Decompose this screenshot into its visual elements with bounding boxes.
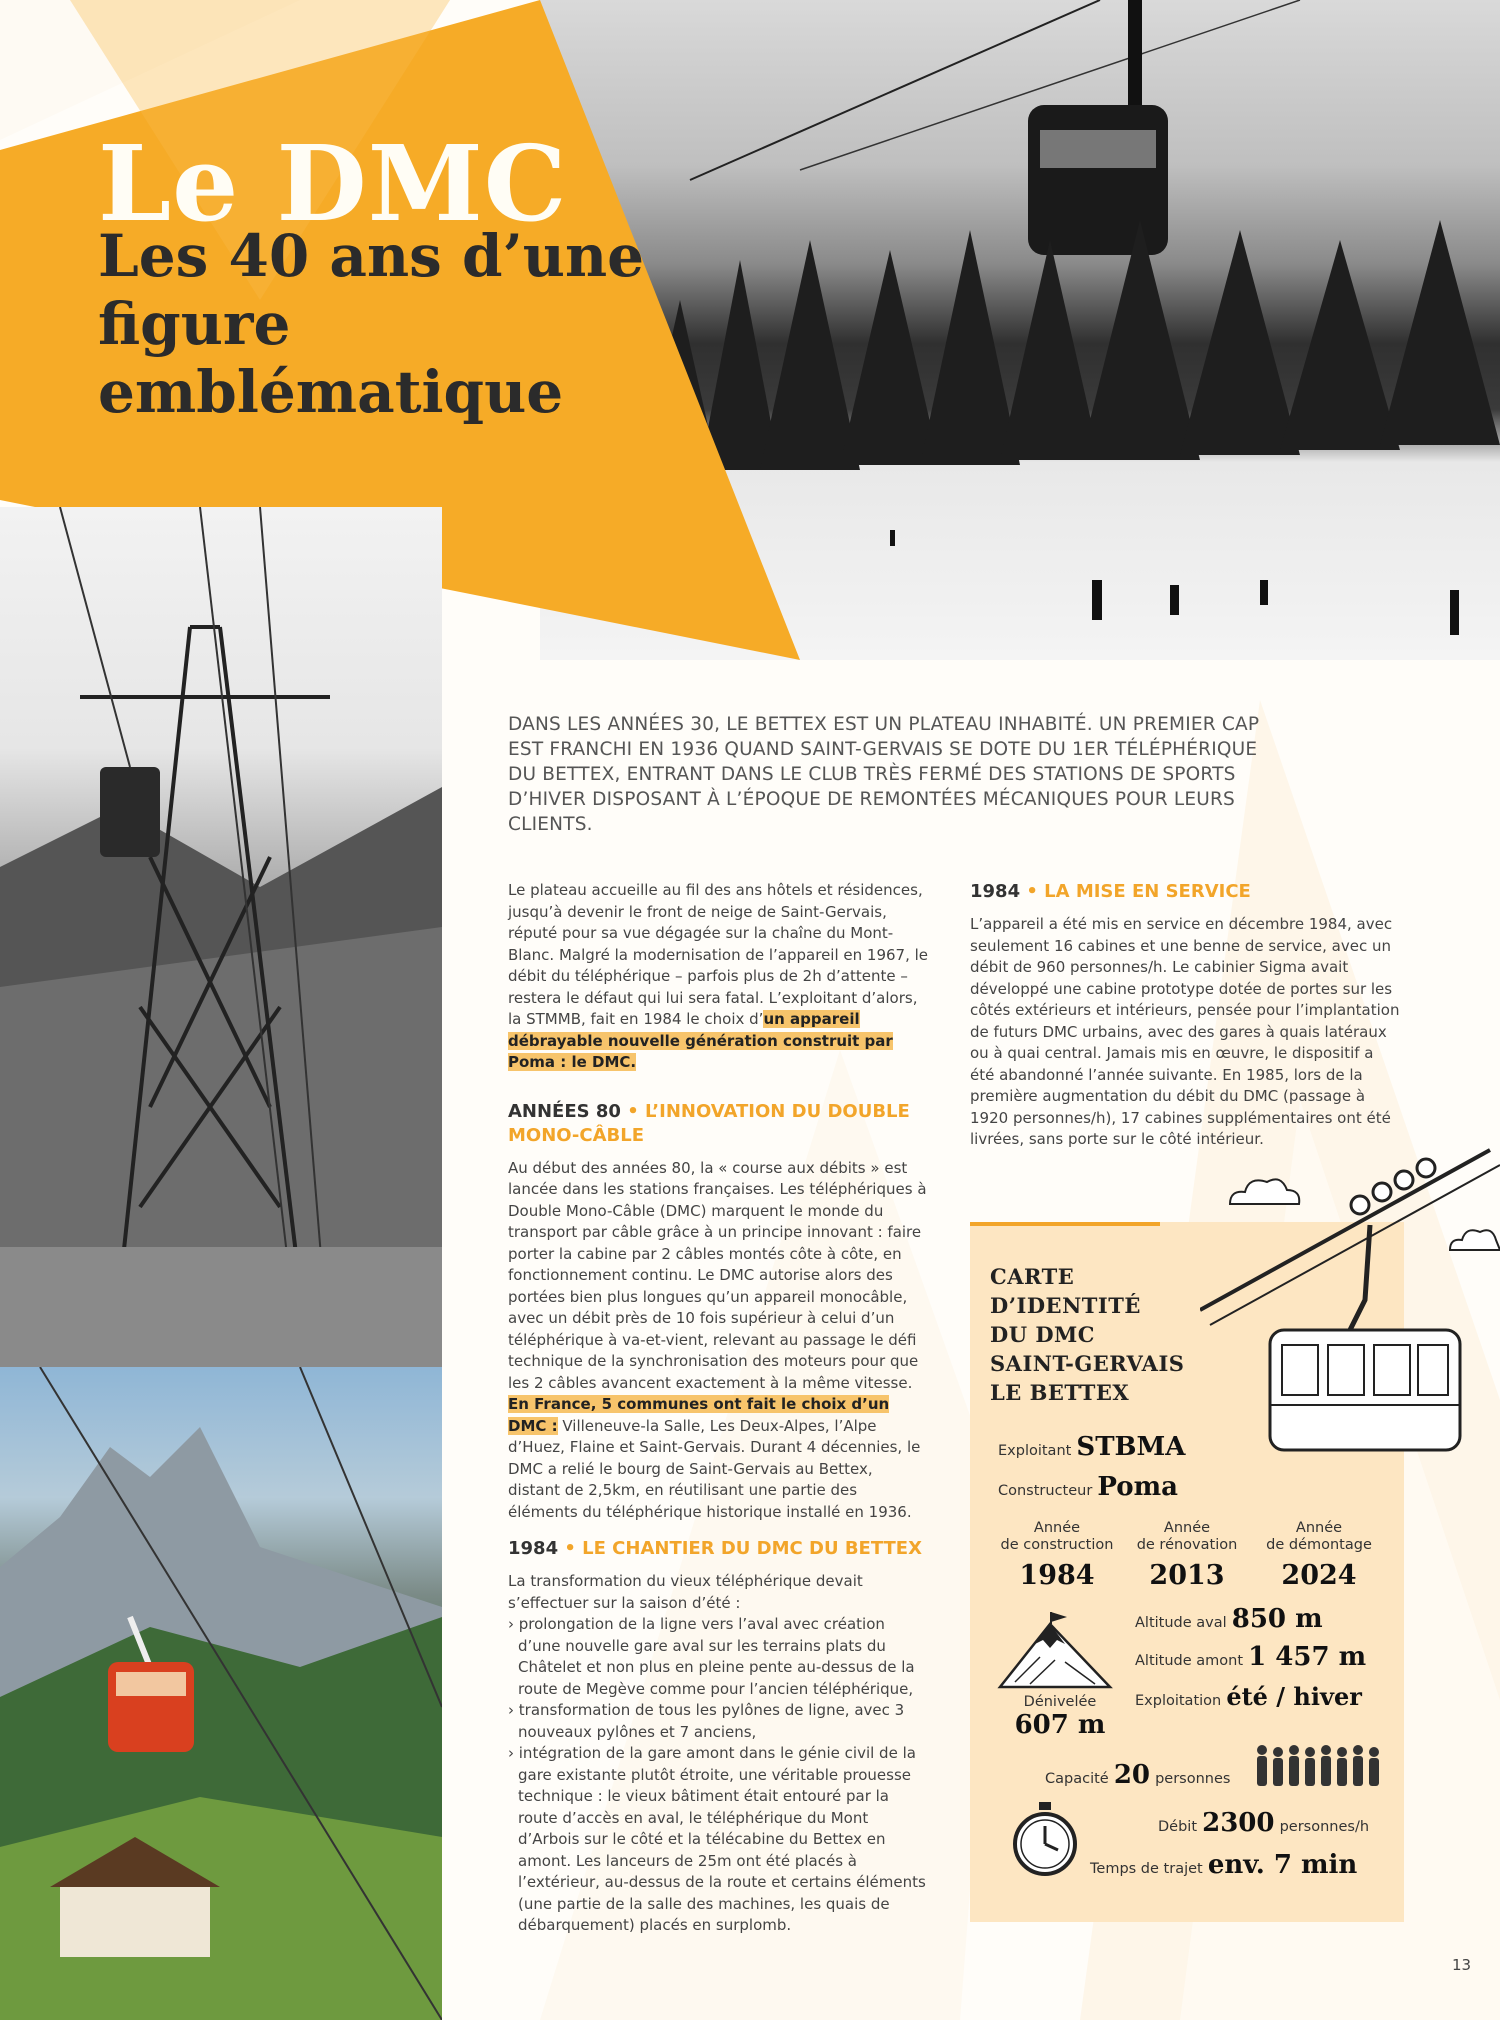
- card-label: de démontage: [1266, 1537, 1372, 1553]
- card-label: de rénovation: [1136, 1537, 1238, 1553]
- article-column-left: [508, 880, 928, 1937]
- stopwatch-icon: [1010, 1800, 1080, 1880]
- highlight-poma: un appareil débrayable nouvelle génération construit par Poma : le DMC.: [508, 1010, 893, 1071]
- highlight-five-communes: En France, 5 communes ont fait le choix d’un DMC :: [508, 1395, 890, 1435]
- heading-year: ANNÉES 80: [508, 1100, 621, 1122]
- card-capacite: [1045, 1760, 1230, 1790]
- heading-chantier: [508, 1537, 928, 1561]
- card-value: 850 m: [1231, 1604, 1323, 1634]
- card-exploitation: [1135, 1682, 1362, 1711]
- card-value: env. 7 min: [1207, 1850, 1358, 1880]
- paragraph-mise-en-service: L’appareil a été mis en service en décembre 1984, avec seulement 16 cabines et une benne de service, avec un débit de 960 personnes/h. Le cabinier Sigma avait développé une cabine prototype dotée de portes sur les côtés extérieurs et intérieurs, pensée pour l’implantation de futurs DMC urbains, avec des gares à quais latéraux ou à quai central. Jamais mis en œuvre, le dispositif a été abandonné l’année suivante. En 1985, lors de la première augmentation du débit du DMC (passage à 1920 personnes/h), 17 cabines supplémentaires ont été livrées, sans porte sur le côté intérieur.: [970, 915, 1400, 1148]
- photo-red-gondola-valley: [0, 1367, 442, 2020]
- card-label: Altitude amont: [1135, 1653, 1244, 1669]
- card-label: Constructeur: [998, 1483, 1093, 1499]
- card-label: Capacité: [1045, 1771, 1109, 1787]
- intro-paragraph: DANS LES ANNÉES 30, LE BETTEX EST UN PLATEAU INHABITÉ. UN PREMIER CAP EST FRANCHI EN 1936 QUAND SAINT-GERVAIS SE DOTE DU 1ER TÉLÉPHÉRIQUE DU BETTEX, ENTRANT DANS LE CLUB TRÈS FERMÉ DES STATIONS DE SPORTS D’HIVER DISPOSANT À L’ÉPOQUE DE REMONTÉES MÉCANIQUES POUR LEURS CLIENTS.: [508, 714, 1260, 835]
- card-title-line: SAINT-GERVAIS: [990, 1351, 1185, 1376]
- page-title: Le DMC: [98, 122, 568, 245]
- card-value: 20: [1113, 1760, 1150, 1790]
- card-title-line: D’IDENTITÉ: [990, 1293, 1141, 1318]
- card-altitude-aval: [1135, 1604, 1323, 1634]
- paragraph-text: Au début des années 80, la « course aux débits » est lancée dans les stations françaises. Les téléphériques à Double Mono-Câble (DMC) marquent le monde du transport par câble grâce à un principe innovant : faire porter la cabine par 2 câbles montés côte à côte, en fonctionnement continu. Le DMC autorise alors des portées bien plus longues qu’un appareil monocâble, avec un débit près de 10 fois supérieur à celui d’un téléphérique à va-et-vient, relevant au passage le défi technique de la synchronisation des moteurs pour que les 2 câbles avancent exactement à la même vitesse.: [508, 1158, 927, 1392]
- card-year-construction: [992, 1520, 1122, 1591]
- heading-year: 1984: [970, 881, 1021, 902]
- article-column-right: [970, 880, 1400, 1165]
- card-value: 607 m: [1014, 1710, 1106, 1740]
- crowd-icon: [1252, 1742, 1388, 1792]
- photo-pylon-cable-car: [0, 507, 442, 1367]
- card-title-line: CARTE: [990, 1264, 1075, 1289]
- card-value: été / hiver: [1226, 1682, 1362, 1711]
- card-value: STBMA: [1076, 1432, 1186, 1462]
- card-label: Exploitation: [1135, 1693, 1222, 1709]
- cloud-icon: [1225, 1172, 1305, 1212]
- card-value: 2013: [1149, 1560, 1225, 1591]
- paragraph-text: Villeneuve-la Salle, Les Deux-Alpes, l’Alpe d’Huez, Flaine et Saint-Gervais. Durant 4 décennies, le DMC a relié le bourg de Saint-Gervais au Bettex, distant de 2,5km, en réutilisant une partie des éléments du téléphérique historique installé en 1936.: [508, 1416, 921, 1521]
- card-label: Débit: [1158, 1819, 1198, 1835]
- list-item: › intégration de la gare amont dans le génie civil de la gare existante plutôt étroite, une véritable prouesse technique : le vieux bâtiment était entouré par la route d’accès en aval, le téléphérique du Mont d’Arbois sur le côté et la télécabine du Bettex en amont. Les lanceurs de 25m ont été placés à l’extérieur, au-dessus de la route et certains éléments (une partie de la salle des machines, les quais de débarquement) placés en surplomb.: [508, 1744, 926, 1934]
- mountain-icon: [995, 1612, 1115, 1692]
- paragraph-text: Le plateau accueille au fil des ans hôtels et résidences, jusqu’à devenir le front de neige de Saint-Gervais, réputé pour sa vue dégagée sur la chaîne du Mont-Blanc. Malgré la modernisation de l’appareil en 1967, le débit du téléphérique – parfois plus de 2h d’attente – restera le défaut qui lui sera fatal. L’exploitant d’alors, la STMMB, fait en 1984 le choix d’: [508, 881, 929, 1028]
- list-item: › prolongation de la ligne vers l’aval avec création d’une nouvelle gare aval sur les terrains plats du Châtelet et non plus en pleine pente au-dessus de la route de Megève comme pour l’ancien téléphérique,: [508, 1615, 915, 1698]
- card-denivelee: [1000, 1694, 1120, 1740]
- card-unit: personnes/h: [1279, 1819, 1370, 1835]
- card-title: [990, 1262, 1184, 1407]
- card-debit: [1158, 1808, 1369, 1838]
- paragraph-transformation: La transformation du vieux téléphérique devait s’effectuer sur la saison d’été :: [508, 1572, 863, 1612]
- card-label: Temps de trajet: [1090, 1861, 1203, 1877]
- list-item: › transformation de tous les pylônes de ligne, avec 3 nouveaux pylônes et 7 anciens,: [508, 1701, 905, 1741]
- page-subtitle: Les 40 ans d’une figure emblématique: [98, 222, 645, 426]
- card-altitude-amont: [1135, 1642, 1366, 1672]
- card-label: Exploitant: [998, 1443, 1072, 1459]
- card-accent-line: [970, 1222, 1160, 1226]
- card-label: Altitude aval: [1135, 1615, 1227, 1631]
- heading-annees-80: [508, 1100, 928, 1148]
- card-label: Année: [1033, 1520, 1081, 1536]
- card-value: 1984: [1019, 1560, 1095, 1591]
- paragraph-plateau: [508, 880, 928, 1074]
- chantier-list: [508, 1614, 928, 1937]
- cloud-icon: [1446, 1222, 1500, 1256]
- card-exploitant: [998, 1432, 1185, 1462]
- card-value: 1 457 m: [1248, 1642, 1367, 1672]
- heading-year: 1984: [508, 1538, 559, 1559]
- card-label: de construction: [1000, 1537, 1114, 1553]
- heading-title: • LE CHANTIER DU DMC DU BETTEX: [558, 1538, 922, 1559]
- card-value: Poma: [1097, 1472, 1178, 1502]
- card-year-renovation: [1122, 1520, 1252, 1591]
- card-label: Année: [1295, 1520, 1343, 1536]
- card-title-line: LE BETTEX: [990, 1380, 1130, 1405]
- card-value: 2024: [1281, 1560, 1357, 1591]
- card-label: Année: [1163, 1520, 1211, 1536]
- card-constructeur: [998, 1472, 1178, 1502]
- page-number: 13: [1452, 1956, 1472, 1974]
- card-title-line: DU DMC: [990, 1322, 1096, 1347]
- heading-title: • LA MISE EN SERVICE: [1020, 881, 1251, 902]
- card-unit: personnes: [1155, 1771, 1231, 1787]
- card-value: 2300: [1202, 1808, 1275, 1838]
- paragraph-dmc-innovation: [508, 1158, 928, 1524]
- card-temps-trajet: [1090, 1850, 1357, 1880]
- heading-mise-en-service: [970, 880, 1400, 904]
- card-label: Dénivelée: [1023, 1694, 1097, 1710]
- heading-title: • L’INNOVATION DU DOUBLE MONO-CÂBLE: [508, 1100, 910, 1146]
- card-year-demontage: [1254, 1520, 1384, 1591]
